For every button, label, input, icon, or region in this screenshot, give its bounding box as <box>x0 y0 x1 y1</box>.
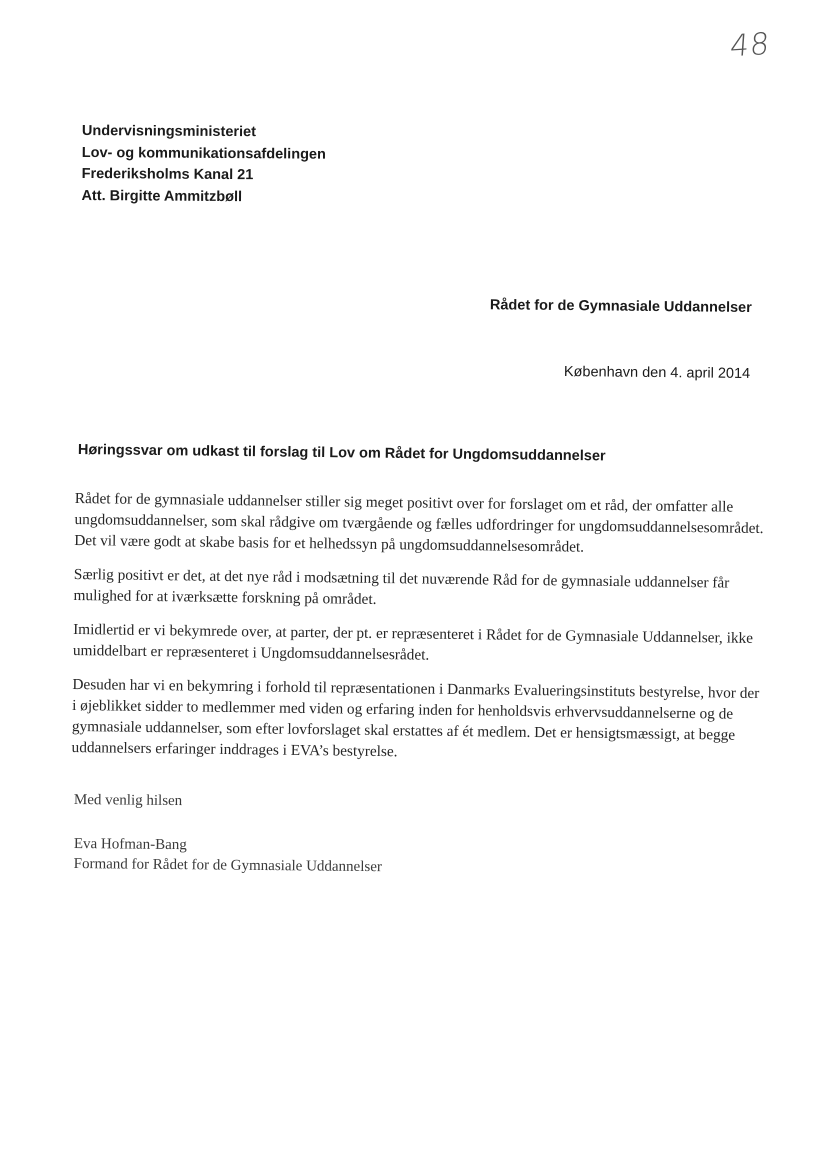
body-line: i øjeblikket sidder to medlemmer med viden og erfaring inden for henholdsvis erhvervsuddannelserne og de <box>72 696 734 723</box>
letter-subject: Høringssvar om udkast til forslag til Lov om Rådet for Ungdomsuddannelser <box>77 442 606 465</box>
body-line: gymnasiale uddannelser, som efter lovforslaget skal erstattes af ét medlem. Det er hensigtsmæssigt, at begge <box>71 717 736 744</box>
letter-date: København den 4. april 2014 <box>563 364 750 382</box>
closing-greeting: Med venlig hilsen <box>73 792 183 810</box>
recipient-line-department: Lov- og kommunikationsafdelingen <box>81 144 326 163</box>
body-line: mulighed for at iværksætte forskning på området. <box>73 586 377 608</box>
body-line: umiddelbart er repræsenteret i Ungdomsuddannelsesrådet. <box>72 641 430 664</box>
recipient-line-street: Frederiksholms Kanal 21 <box>81 165 254 184</box>
recipient-line-attention: Att. Birgitte Ammitzbøll <box>81 187 243 205</box>
handwritten-page-number: 48 <box>728 26 772 65</box>
recipient-line-ministry: Undervisningsministeriet <box>81 122 257 141</box>
body-line: Imidlertid er vi bekymrede over, at parter, der pt. er repræsenteret i Rådet for de Gymnasiale Uddannelser, ikke <box>73 620 754 647</box>
body-paragraph <box>71 674 760 767</box>
letter-body <box>71 488 764 780</box>
body-paragraph <box>73 564 753 615</box>
body-line: Særlig positivt er det, at det nye råd i modsætning til det nuværende Råd for de gymnasiale uddannelser får <box>73 565 730 592</box>
body-paragraph <box>74 488 764 560</box>
signatory-title: Formand for Rådet for de Gymnasiale Uddannelser <box>73 855 383 876</box>
body-paragraph <box>73 619 753 670</box>
signatory-name: Eva Hofman-Bang <box>73 835 187 854</box>
body-line: uddannelsers erfaringer inddrages i EVA’s bestyrelse. <box>71 738 398 761</box>
body-line: Rådet for de gymnasiale uddannelser stiller sig meget positivt over for forslaget om et råd, der omfatter alle <box>74 489 734 516</box>
recipient-address <box>81 121 326 209</box>
body-line: Det vil være godt at skabe basis for et helhedssyn på ungdomsuddannelsesområdet. <box>74 531 585 556</box>
signature-block <box>74 834 383 877</box>
sender-name: Rådet for de Gymnasiale Uddannelser <box>489 297 752 316</box>
body-line: ungdomsuddannelser, som skal rådgive om tværgående og fælles udfordringer for ungdomsuddannelsesområdet. <box>74 510 764 538</box>
body-line: Desuden har vi en bekymring i forhold til repræsentationen i Danmarks Evalueringsinstituts bestyrelse, hvor der <box>72 675 760 702</box>
